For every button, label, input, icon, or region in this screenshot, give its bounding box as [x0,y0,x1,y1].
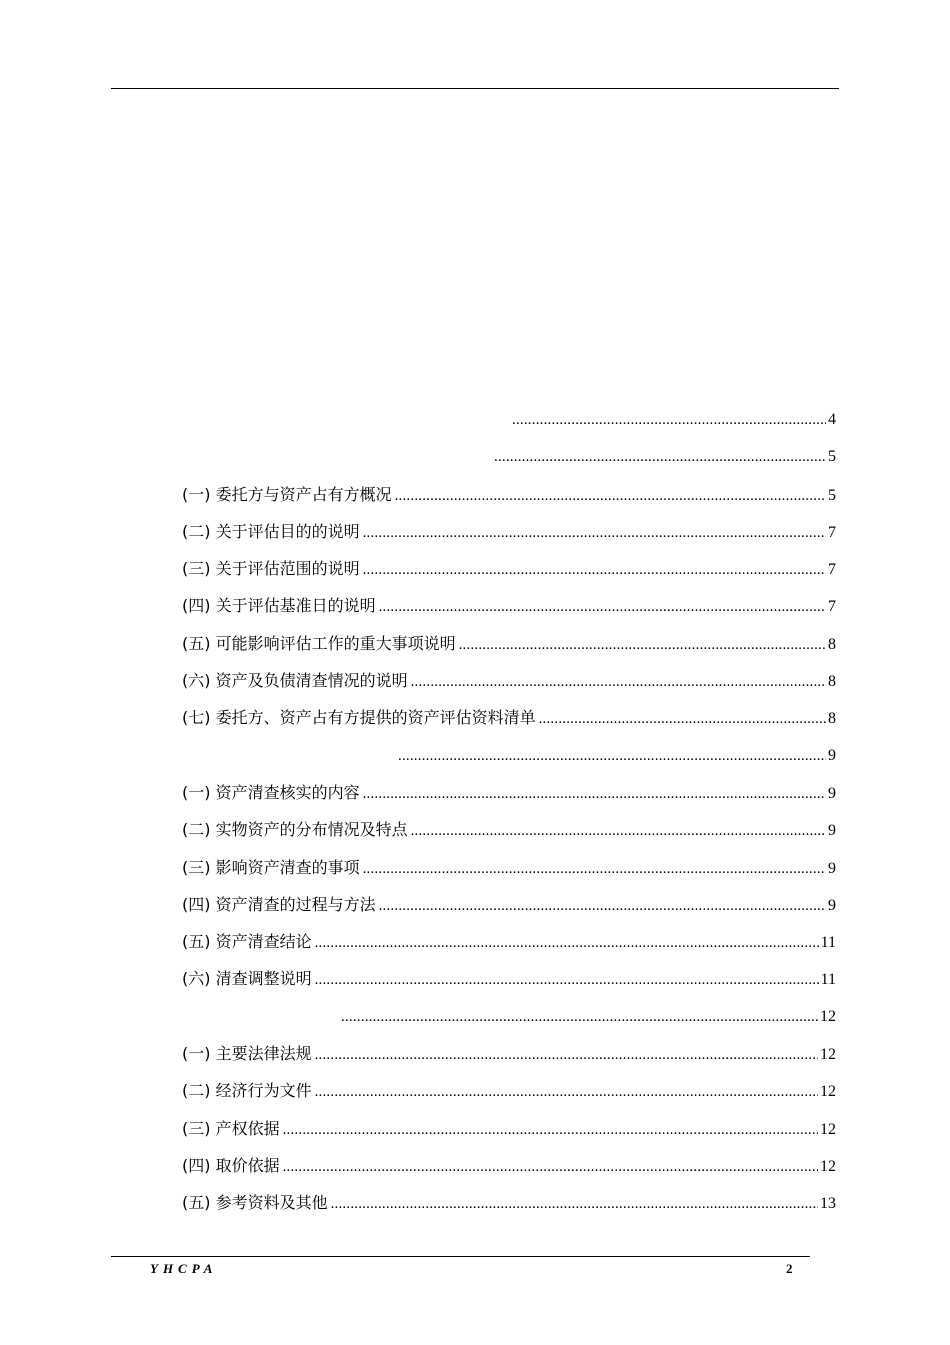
toc-entry[interactable] [182,662,836,699]
toc-entry-label: (四) 资产清查的过程与方法 [182,894,376,914]
toc-dot-leader [315,1074,818,1109]
toc-entry-label: (二) 经济行为文件 [182,1081,312,1101]
toc-dot-leader [363,515,826,550]
toc-entry[interactable] [182,476,836,513]
toc-entry-label: (七) 委托方、资产占有方提供的资产评估资料清单 [182,708,536,728]
toc-entry-label: (五) 参考资料及其他 [182,1193,328,1213]
toc-entry-label: (六) 清查调整说明 [182,969,312,989]
toc-entry[interactable] [182,998,836,1035]
table-of-contents [182,401,836,1222]
toc-dot-leader [331,1186,818,1221]
toc-entry[interactable] [182,401,836,438]
toc-entry[interactable] [182,737,836,774]
toc-entry-page-number: 9 [828,784,836,802]
toc-entry-page-number: 7 [828,598,836,616]
toc-entry-page-number: 8 [828,673,836,691]
toc-entry-page-number: 13 [820,1195,836,1213]
toc-entry[interactable] [182,811,836,848]
toc-entry[interactable] [182,587,836,624]
toc-dot-leader [363,552,826,587]
toc-entry[interactable] [182,849,836,886]
toc-entry[interactable] [182,1184,836,1221]
toc-entry-label: (四) 关于评估基准日的说明 [182,596,376,616]
toc-entry-page-number: 8 [828,710,836,728]
toc-entry-page-number: 12 [820,1120,836,1138]
toc-entry-label: (二) 关于评估目的的说明 [182,521,360,541]
toc-dot-leader [363,776,826,811]
toc-entry-page-number: 4 [828,411,836,428]
footer-firm-mark: YHCPA [150,1261,218,1276]
toc-entry-page-number: 12 [820,1157,836,1175]
toc-entry-page-number: 7 [828,561,836,579]
toc-entry[interactable] [182,960,836,997]
toc-entry-page-number: 9 [828,859,836,877]
toc-dot-leader [315,1037,818,1072]
toc-entry[interactable] [182,1110,836,1147]
toc-entry-label: (五) 可能影响评估工作的重大事项说明 [182,633,456,653]
toc-dot-leader [283,1149,818,1184]
toc-entry-page-number: 11 [820,971,836,989]
toc-entry[interactable] [182,513,836,550]
toc-entry[interactable] [182,774,836,811]
toc-entry-label: (一) 主要法律法规 [182,1044,312,1064]
toc-entry-label: (三) 关于评估范围的说明 [182,559,360,579]
toc-entry-page-number: 9 [828,822,836,840]
toc-entry-label: (五) 资产清查结论 [182,932,312,952]
toc-entry-page-number: 9 [828,746,836,764]
toc-dot-leader [459,627,826,662]
toc-entry[interactable] [182,923,836,960]
footer-page-number: 2 [786,1261,793,1276]
toc-entry-page-number: 12 [820,1046,836,1064]
toc-entry[interactable] [182,886,836,923]
header-rule [111,88,839,89]
toc-dot-leader [395,478,826,513]
toc-entry-label: (三) 产权依据 [182,1118,280,1138]
toc-entry-label: (四) 取价依据 [182,1155,280,1175]
toc-entry-page-number: 12 [820,1083,836,1101]
toc-entry[interactable] [182,1147,836,1184]
toc-dot-leader [512,402,826,438]
toc-dot-leader [411,813,826,848]
footer-rule [111,1256,810,1257]
toc-dot-leader [539,701,826,736]
toc-entry-page-number: 8 [828,635,836,653]
toc-entry-page-number: 5 [828,448,836,466]
toc-dot-leader [379,589,826,624]
toc-entry[interactable] [182,438,836,475]
toc-dot-leader [341,999,818,1035]
toc-entry-page-number: 11 [820,934,836,952]
toc-dot-leader [398,738,826,774]
toc-entry-page-number: 5 [828,486,836,504]
toc-entry-label: (六) 资产及负债清查情况的说明 [182,671,408,691]
toc-entry-label: (二) 实物资产的分布情况及特点 [182,820,408,840]
toc-entry-page-number: 9 [828,896,836,914]
toc-entry[interactable] [182,550,836,587]
toc-dot-leader [363,851,826,886]
toc-entry-label: (一) 委托方与资产占有方概况 [182,484,392,504]
toc-entry[interactable] [182,1072,836,1109]
toc-entry-page-number: 12 [820,1007,836,1025]
toc-dot-leader [315,925,819,960]
toc-entry-page-number: 7 [828,523,836,541]
toc-dot-leader [315,962,819,997]
toc-entry[interactable] [182,699,836,736]
toc-dot-leader [494,439,826,475]
toc-entry[interactable] [182,1035,836,1072]
toc-entry-label: (三) 影响资产清查的事项 [182,857,360,877]
toc-dot-leader [379,888,826,923]
toc-dot-leader [283,1112,818,1147]
toc-dot-leader [411,664,826,699]
toc-entry[interactable] [182,625,836,662]
toc-entry-label: (一) 资产清查核实的内容 [182,782,360,802]
